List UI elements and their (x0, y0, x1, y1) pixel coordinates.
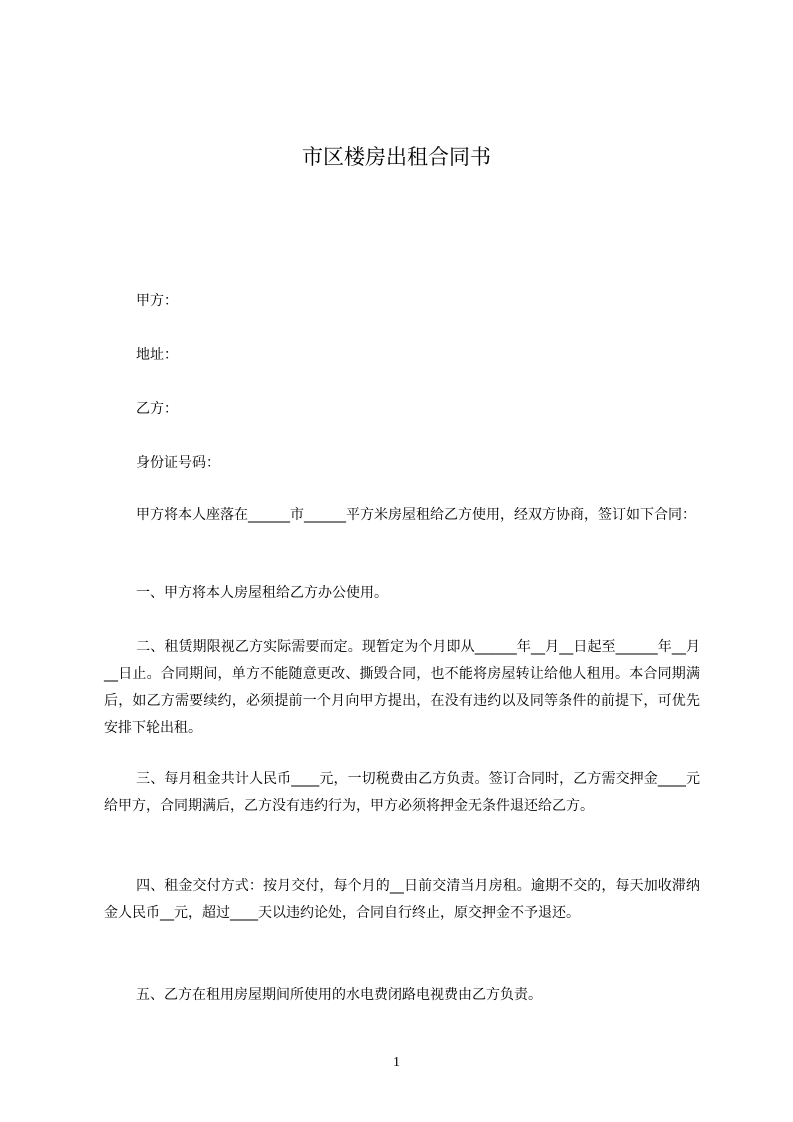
page-number: 1 (393, 1055, 400, 1070)
clause-1 (104, 580, 700, 607)
clause-1-text: 一、甲方将本人房屋租给乙方办公使用。 (136, 585, 388, 601)
clause-4-text: 四、租金交付方式：按月交付，每个月的__日前交清当月房租。逾期不交的，每天加收滞纳金人民币__元，超过____天以违约论处，合同自行终止，原交押金不予退还。 (104, 878, 700, 921)
id-number-label: 身份证号码： (136, 455, 220, 471)
address-label: 地址： (136, 347, 178, 363)
intro-text: 甲方将本人座落在______市______平方米房屋租给乙方使用，经双方协商，签订如下合同： (136, 507, 696, 523)
party-b-label: 乙方： (136, 401, 178, 417)
clause-5-text: 五、乙方在租用房屋期间所使用的水电费闭路电视费由乙方负责。 (136, 987, 542, 1003)
clause-2 (104, 634, 700, 742)
intro-paragraph (104, 502, 700, 529)
clause-3-text: 三、每月租金共计人民币____元，一切税费由乙方负责。签订合同时，乙方需交押金____元给甲方，合同期满后，乙方没有违约行为，甲方必须将押金无条件退还给乙方。 (104, 771, 700, 814)
clause-3 (104, 766, 700, 820)
party-a-label: 甲方： (136, 293, 178, 309)
document-title: 市区楼房出租合同书 (302, 145, 491, 169)
clause-4 (104, 873, 700, 927)
clause-5 (104, 982, 700, 1009)
clause-2-text: 二、租赁期限视乙方实际需要而定。现暂定为个月即从______年__月__日起至______年__月__日止。合同期间，单方不能随意更改、撕毁合同，也不能将房屋转让给他人租用。本合同期满后，如乙方需要续约，必须提前一个月向甲方提出，在没有违约以及同等条件的前提下，可优先安排下轮出租。 (104, 639, 700, 736)
